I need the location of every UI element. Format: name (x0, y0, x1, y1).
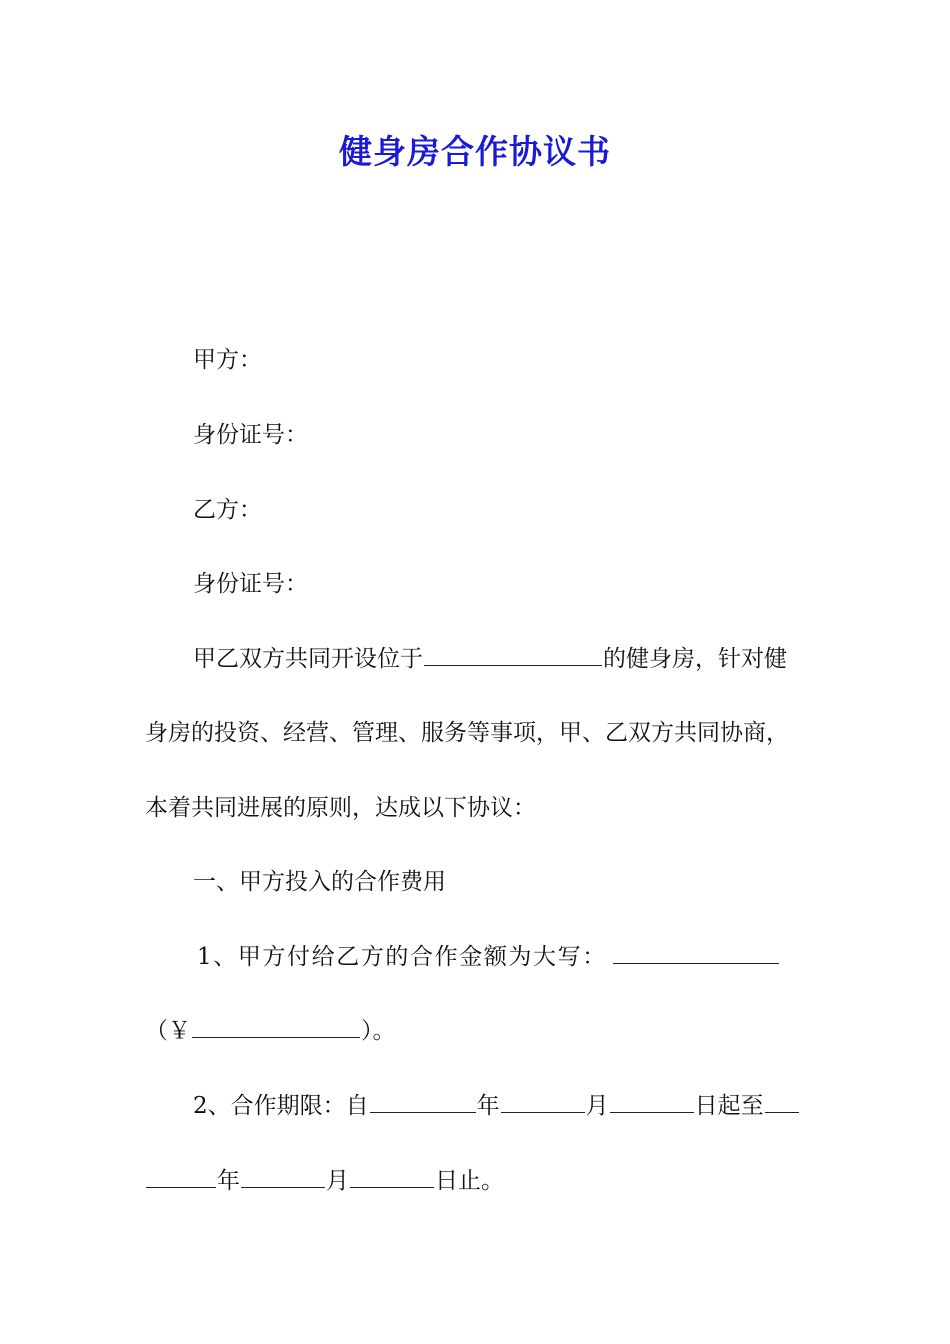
clause-2-line-2 (145, 1165, 504, 1197)
intro-line-2: 身房的投资、经营、管理、服务等事项，甲、乙双方共同协商， (145, 720, 789, 746)
end-year-label: 年 (217, 1168, 240, 1194)
section-1-heading: 一、甲方投入的合作费用 (193, 869, 446, 895)
amount-uppercase-blank (613, 943, 779, 964)
intro-line-1 (193, 643, 787, 675)
start-year-label: 年 (476, 1093, 500, 1119)
clause-1-text: 1、甲方付给乙方的合作金额为大写： (197, 944, 607, 970)
end-month-label: 月 (326, 1168, 349, 1194)
clause-2-prefix: 2、合作期限：自 (193, 1093, 369, 1119)
intro-line-3: 本着共同进展的原则，达成以下协议： (145, 795, 536, 821)
end-day-label: 日止。 (435, 1168, 504, 1194)
end-year-blank-part-2 (146, 1167, 216, 1188)
start-day-blank (610, 1092, 694, 1113)
party-b-id-label: 身份证号： (193, 571, 308, 597)
clause-2-line-1 (193, 1090, 800, 1122)
clause-1 (197, 941, 780, 973)
clause-1-amount (145, 1015, 396, 1047)
end-month-blank (241, 1167, 325, 1188)
start-month-blank (501, 1092, 585, 1113)
party-b-label: 乙方： (193, 497, 262, 523)
document-title: 健身房合作协议书 (339, 132, 611, 171)
end-day-blank (350, 1167, 434, 1188)
paren-open: （￥ (145, 1018, 191, 1044)
intro-line-1-after: 的健身房，针对健 (603, 646, 787, 672)
start-year-blank (370, 1092, 476, 1113)
start-day-label: 日起至 (694, 1093, 764, 1119)
amount-number-blank (192, 1017, 360, 1038)
paren-close: ）。 (361, 1018, 396, 1044)
party-a-label: 甲方： (193, 347, 262, 373)
end-year-blank-part-1 (765, 1092, 799, 1113)
intro-line-1-before: 甲乙双方共同开设位于 (193, 646, 423, 672)
party-a-id-label: 身份证号： (193, 422, 308, 448)
location-blank (424, 645, 602, 666)
start-month-label: 月 (585, 1093, 609, 1119)
